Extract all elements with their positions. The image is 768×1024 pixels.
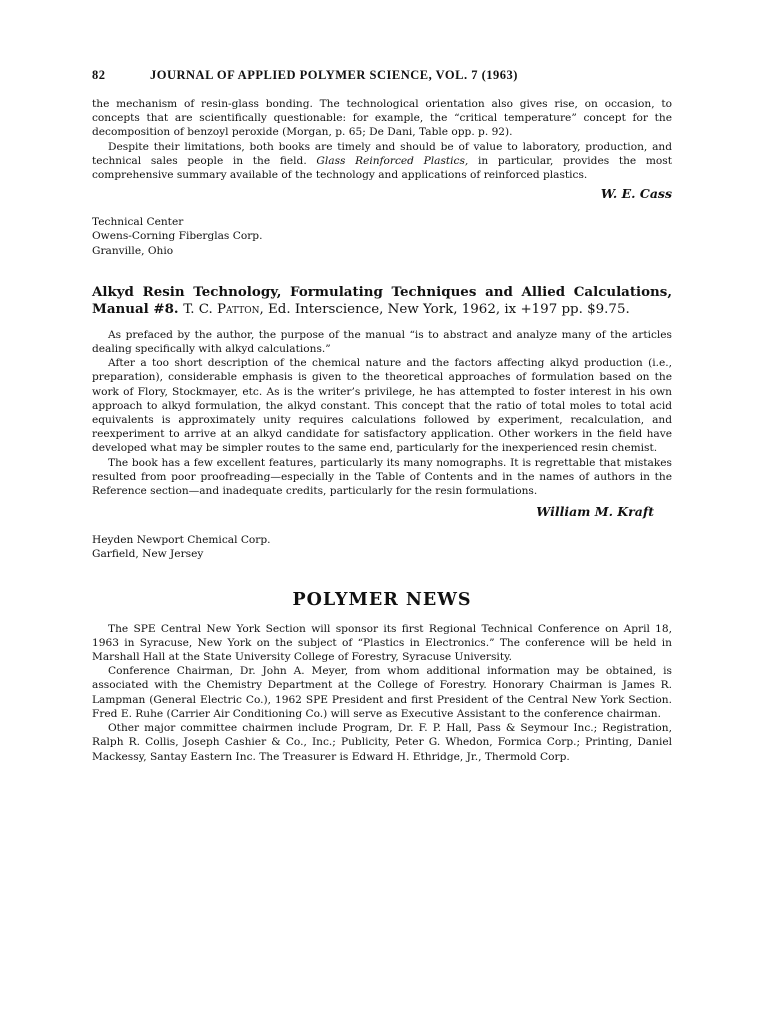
review-cass: [92, 97, 672, 258]
book-title-italic: Glass Reinforced Plastics,: [316, 154, 469, 167]
review-kraft: [92, 328, 672, 562]
section-title: POLYMER NEWS: [292, 589, 472, 610]
address-line: Garfield, New Jersey: [92, 548, 204, 561]
address-line: Heyden Newport Chemical Corp.: [92, 534, 271, 547]
book-author: T. C. Patton, Ed. Interscience, New York, 1962, ix +197 pp. $9.75.: [183, 301, 630, 317]
journal-title: JOURNAL OF APPLIED POLYMER SCIENCE, VOL. 7 (1963): [150, 68, 518, 82]
running-header: [92, 68, 672, 83]
address-line: Owens-Corning Fiberglas Corp.: [92, 230, 263, 243]
polymer-news: [92, 622, 672, 764]
news-para2: Conference Chairman, Dr. John A. Meyer, from whom additional information may be obtained, is associated with the Chemistry Department at the College of Forestry. Honorary Chairman is James R. Lampman (General Electric Co.), 1962 SPE President and first President of the Central New York Section. Fred E. Ruhe (Carrier Air Conditioning Co.) will serve as Executive Assistant to the conference chairman.: [92, 665, 672, 720]
review-kraft-para2: After a too short description of the chemical nature and the factors affecting alkyd production (i.e., preparation), considerable emphasis is given to the theoretical approaches of formulation based on the work of Flory, Stockmayer, etc. As is the writer’s privilege, he has attempted to foster interest in his own approach to alkyd formulation, the alkyd constant. This concept that the ratio of total moles to total acid equivalents is approximately unity requires calculations followed by experiment, recalculation, and reexperiment to arrive at an alkyd candidate for satisfactory application. Other workers in the field have developed what may be simpler routes to the same end, particularly for the inexperienced resin chemist.: [92, 357, 672, 455]
review-cass-para2: Despite their limitations, both books are timely and should be of value to laboratory, production, and technical sales people in the field. Glass Reinforced Plastics, in particular, provides the most comprehensive summary available of the technology and applications of reinforced plastics.: [92, 140, 673, 182]
review-title: [92, 284, 672, 318]
reviewer-signature: W. E. Cass: [600, 186, 672, 202]
reviewer-address: [92, 215, 672, 258]
news-para1: The SPE Central New York Section will sponsor its first Regional Technical Conference on April 18, 1963 in Syracuse, New York on the subject of “Plastics in Electronics.” The conference will be held in Marshall Hall at the State University College of Forestry, Syracuse University.: [92, 622, 672, 664]
reviewer-address: [92, 533, 672, 561]
news-para3: Other major committee chairmen include Program, Dr. F. P. Hall, Pass & Seymour Inc.; Registration, Ralph R. Collis, Joseph Cashier & Co., Inc.; Publicity, Peter G. Whedon, Formica Corp.; Printing, Daniel Mackessy, Santay Eastern Inc. The Treasurer is Edward H. Ethridge, Jr., Thermold Corp.: [92, 722, 672, 763]
journal-page: [92, 68, 672, 764]
reviewer-signature: William M. Kraft: [536, 504, 654, 520]
address-line: Granville, Ohio: [92, 244, 174, 257]
address-line: Technical Center: [92, 216, 184, 229]
review-cass-para1: the mechanism of resin-glass bonding. The technological orientation also gives rise, on occasion, to concepts that are scientifically questionable: for example, the “critical temperature” concept for the decomposition of benzoyl peroxide (Morgan, p. 65; De Dani, Table opp. p. 92).: [92, 98, 672, 139]
book-title: Alkyd Resin Technology, Formulating Techniques and Allied Calculations, Manual #8.: [92, 283, 672, 317]
review-kraft-para1: As prefaced by the author, the purpose of the manual “is to abstract and analyze many of the articles dealing specifically with alkyd calculations.”: [92, 328, 672, 356]
review-kraft-para3: The book has a few excellent features, particularly its many nomographs. It is regrettable that mistakes resulted from poor proofreading—especially in the Table of Contents and in the names of authors in the Reference section—and inadequate credits, particularly for the resin formulations.: [92, 456, 672, 498]
page-number: 82: [92, 68, 106, 82]
